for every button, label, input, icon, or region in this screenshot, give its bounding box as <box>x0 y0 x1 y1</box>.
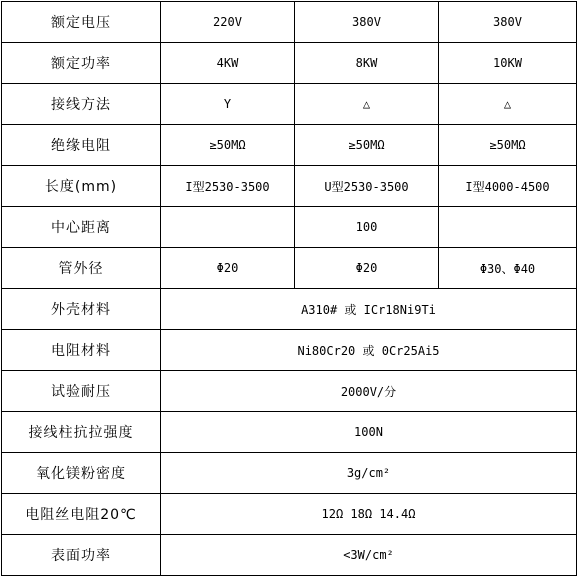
cell-value <box>161 207 295 248</box>
spec-table <box>1 1 577 576</box>
cell-value: ≥50MΩ <box>161 125 295 166</box>
row-label: 表面功率 <box>2 535 161 576</box>
cell-value: <3W/cm² <box>161 535 577 576</box>
table-row <box>2 2 577 43</box>
cell-value: I型4000-4500 <box>439 166 577 207</box>
cell-value: 12Ω 18Ω 14.4Ω <box>161 494 577 535</box>
table-row <box>2 207 577 248</box>
cell-value: U型2530-3500 <box>295 166 439 207</box>
cell-value: I型2530-3500 <box>161 166 295 207</box>
row-label: 电阻丝电阻20℃ <box>2 494 161 535</box>
cell-value: 4KW <box>161 43 295 84</box>
table-row <box>2 125 577 166</box>
cell-value: Φ20 <box>295 248 439 289</box>
table-row <box>2 330 577 371</box>
table-row <box>2 43 577 84</box>
table-row <box>2 248 577 289</box>
cell-value: 380V <box>439 2 577 43</box>
cell-value: 100N <box>161 412 577 453</box>
table-row <box>2 535 577 576</box>
table-row <box>2 289 577 330</box>
cell-value: Φ30、Φ40 <box>439 248 577 289</box>
row-label: 额定功率 <box>2 43 161 84</box>
cell-value: 2000V/分 <box>161 371 577 412</box>
cell-value: 3g/cm² <box>161 453 577 494</box>
row-label: 接线柱抗拉强度 <box>2 412 161 453</box>
cell-value: Y <box>161 84 295 125</box>
cell-value: 220V <box>161 2 295 43</box>
table-row <box>2 371 577 412</box>
row-label: 额定电压 <box>2 2 161 43</box>
cell-value: Φ20 <box>161 248 295 289</box>
table-row <box>2 453 577 494</box>
table-row <box>2 412 577 453</box>
row-label: 长度(mm) <box>2 166 161 207</box>
table-row <box>2 166 577 207</box>
row-label: 外壳材料 <box>2 289 161 330</box>
table-row <box>2 494 577 535</box>
row-label: 中心距离 <box>2 207 161 248</box>
cell-value: Ni80Cr20 或 0Cr25Ai5 <box>161 330 577 371</box>
cell-value: △ <box>295 84 439 125</box>
table-row <box>2 84 577 125</box>
row-label: 管外径 <box>2 248 161 289</box>
cell-value: A310# 或 ICr18Ni9Ti <box>161 289 577 330</box>
row-label: 绝缘电阻 <box>2 125 161 166</box>
cell-value <box>439 207 577 248</box>
cell-value: 380V <box>295 2 439 43</box>
cell-value: 100 <box>295 207 439 248</box>
cell-value: ≥50MΩ <box>439 125 577 166</box>
cell-value: ≥50MΩ <box>295 125 439 166</box>
row-label: 试验耐压 <box>2 371 161 412</box>
row-label: 接线方法 <box>2 84 161 125</box>
row-label: 电阻材料 <box>2 330 161 371</box>
cell-value: 10KW <box>439 43 577 84</box>
cell-value: 8KW <box>295 43 439 84</box>
row-label: 氧化镁粉密度 <box>2 453 161 494</box>
cell-value: △ <box>439 84 577 125</box>
